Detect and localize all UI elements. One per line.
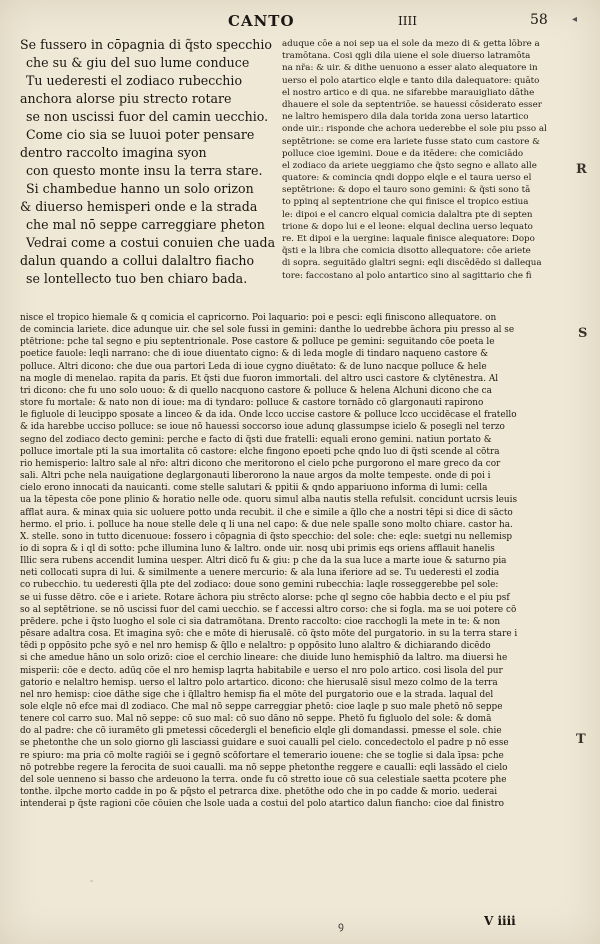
commentary-full-line: tenere col carro suo. Mal nō seppe: cō suo mal: cō suo dāno nō seppe. Phetō fu figluolo del sole: & domā bbox=[20, 714, 492, 725]
commentary-right-line: le: dipoi e el cancro elqual comicia dalaltra pte di septen bbox=[282, 209, 533, 220]
commentary-right-line: ne laltro hemispero dila dala torida zona uerso latartico bbox=[282, 112, 529, 123]
margin-letter-s: S bbox=[578, 326, 588, 341]
verse-line: dentro raccolto imagina syon bbox=[20, 145, 207, 160]
commentary-full-line: afflat aura. & minax quia sic uoluere potto unda recubit. il che e simile a q̃llo che a nostri tēpi si dice di sācto bbox=[20, 507, 513, 518]
verse-line: che mal nō seppe carreggiare pheton bbox=[26, 217, 265, 232]
margin-letter-t: T bbox=[576, 732, 586, 747]
commentary-right-column bbox=[282, 38, 554, 282]
commentary-full-line: sali. Altri pche nela nauigatione deglargonauti liberorono la naue argos da molte tempeste. onde di poi i bbox=[20, 471, 491, 482]
commentary-full-line: de comincia lariete. dice adunque uir. che sel sole fussi in gemini: danthe lo uedrebbe āchora piu presso al se bbox=[20, 325, 515, 336]
commentary-right-line: el nostro artico e di qua. ne sifarebbe marauigliato dāthe bbox=[282, 87, 535, 98]
commentary-full-line: cielo erono innocati da nauicanti. come stelle salutari & ppitii & qndo appariuono informa di lumi: cella bbox=[20, 483, 488, 494]
commentary-full-line: del sole uenneno si basso che ardeuono la terra. onde fu cō stretto ioue cō sua celestiale saetta pcotere phe bbox=[20, 774, 507, 785]
verse-line: dalun quando a collui dalaltro fiacho bbox=[20, 253, 255, 268]
canto-number: IIII bbox=[398, 14, 417, 28]
commentary-right-line: el zodiaco da ariete ueggiamo che q̃sto segno e allato alle bbox=[282, 160, 537, 171]
verse-line: & diuerso hemisperi onde e la strada bbox=[20, 199, 258, 214]
commentary-full-line: hermo. el prio. i. polluce ha noue stelle dele q li una nel capo: & due nele spalle sono molto chiare. castor ha. bbox=[20, 519, 513, 530]
commentary-right-line: di sopra. seguitādo glaltri segni: eqli discēdēdo si dallequa bbox=[282, 258, 542, 269]
commentary-right-line: tramōtana. Cosi qgli dila uiene el sole diuerso latramōta bbox=[282, 51, 531, 62]
running-head bbox=[0, 8, 600, 34]
commentary-full-line: Illic sera rubens accendit lumina uesper. Altri dicō fu & giu: p che da la sua luce a marte ioue & saturno pia bbox=[20, 556, 507, 567]
commentary-full-line: ptētrione: pche tal segno e piu septentrionale. Pose castore & polluce pe gemini: seguitando cōe poeta le bbox=[20, 337, 495, 348]
commentary-full-line: le figluole di leucippo sposate a linceo & da ida. Onde lcco uccise castore & polluce lcco uccidēcase el fratello bbox=[20, 410, 517, 421]
commentary-full-line: re spiuro: ma pria cō molte ragiōi se i gegnō scōfortare el temerario iouene: che se toglie si dala īpsa: pche bbox=[20, 750, 504, 761]
commentary-full-line: so al septētrione. se nō uscissi fuor del cami uecchio. se f accessi altro corso: che si fogla. ma se uoi potere cō bbox=[20, 604, 517, 615]
commentary-full-width bbox=[20, 312, 558, 810]
commentary-right-line: q̃sti e la libra che comicia disotto allequatore: cōe ariete bbox=[282, 246, 531, 257]
verse-line: Vedrai come a costui conuien che uada bbox=[26, 235, 276, 250]
commentary-full-line: store fu mortale: & nato non di ioue: ma di tyndaro: polluce & castore tornādo cō glargonauti rapirono bbox=[20, 398, 484, 409]
commentary-right-line: quatore: & comincia qndi doppo elqle e el taura uerso el bbox=[282, 173, 532, 184]
verse-line: Se fussero in cōpagnia di q̃sto specchio bbox=[20, 37, 272, 52]
commentary-full-line: tonthe. ilpche morto cadde in po & pq̃sto el petrarca dixe. phetōthe odo che in po cadde & morio. uederai bbox=[20, 787, 498, 798]
commentary-full-line: se ui fusse dētro. cōe e i ariete. Rotare āchora piu strēcto alorse: pche ql segno cōe habbia decto e el piu psf bbox=[20, 592, 510, 603]
verse-line: con questo monte insu la terra stare. bbox=[26, 163, 263, 178]
commentary-right-line: aduque cōe a noi sep ua el sole da mezo di & getta lōbre a bbox=[282, 39, 540, 49]
commentary-right-line: uerso el polo atartico elqle e tanto dila dalequatore: quāto bbox=[282, 75, 540, 86]
commentary-full-line: ua la tēpesta cōe pone plinio & horatio nelle ode. quoru simul alba nautis stella refulsit. concidunt ucrsis leuis bbox=[20, 495, 518, 506]
verse-column bbox=[20, 36, 276, 288]
commentary-full-line: gatorio e nelaltro hemisp. uerso el laltro polo artartico. dicono: che hierusalē sisul mezo colmo de la terra bbox=[20, 677, 498, 688]
verse-line: Come cio sia se luuoi poter pensare bbox=[26, 127, 255, 142]
verse-line: anchora alorse piu strecto rotare bbox=[20, 91, 232, 106]
catchword-mark: ꝯ bbox=[338, 921, 344, 932]
verse-line: Si chambedue hanno un solo orizon bbox=[26, 181, 254, 196]
commentary-full-line: prēdere. pche i q̃sto luogho el sole ci sia datramōtana. Drento raccolto: cioe racchogli la mete in te: & non bbox=[20, 616, 501, 627]
commentary-right-line: polluce cioe igemini. Doue e da itēdere: che comiciādo bbox=[282, 148, 524, 159]
commentary-right-line: re. Et dipoi e la uergine: laquale finisce alequatore: Dopo bbox=[282, 234, 535, 244]
commentary-right-line: trione & dopo lui e el leone: elqual declina uerso lequato bbox=[282, 221, 533, 232]
commentary-full-line: polluce imortale pti la sua imortalita cō castore: elche fingono epoeti pche qndo luo di q̃sti scende al cōtra bbox=[20, 446, 500, 457]
commentary-full-line: rio hemisperio: laltro sale al nr̃o: altri dicono che meritorono el cielo pche purgorono el mare greco da cor bbox=[20, 458, 501, 469]
running-head-title: CANTO bbox=[228, 12, 295, 30]
commentary-full-line: se phetonthe che un solo giorno gli lasciassi guidare e suoi caualli pel cielo. concedectolo el padre p nō esse bbox=[20, 738, 509, 749]
commentary-right-line: septētrione: se come era lariete fusse stato cum castore & bbox=[282, 136, 540, 147]
folio-number: 58 bbox=[530, 12, 548, 28]
commentary-full-line: si che amedue hāno un solo orizō: cioe el cerchio lineare: che diuide luno hemisphiō da laltro. ma diuersi he bbox=[20, 653, 508, 664]
commentary-full-line: neti collocati supra di lui. & similmente a uenere mercurio: & ala luna iferiore ad se. Tu uederesti el zodia bbox=[20, 568, 500, 579]
commentary-full-line: & ida harebbe ucciso polluce: se ioue nō hauessi soccorso ioue adunq glassumpse icielo & posegli nel terzo bbox=[20, 422, 505, 433]
verse-line: se non uscissi fuor del camin uecchio. bbox=[26, 109, 269, 124]
commentary-full-line: sole elqle nō efce mai dl zodiaco. Che mal nō seppe carreggiar phetō: cioe laqle p suo male phetō nō seppe bbox=[20, 702, 503, 712]
paper-speck bbox=[152, 150, 155, 153]
commentary-full-line: segno del zodiaco decto gemini: perche e facto di q̃sti due fratelli: equali erono gemini. natiun portato & bbox=[20, 434, 492, 445]
commentary-full-line: do al padre: che cō iuramēto gli pmetessi cōcedergli el beneficio elqle gli domandassi. pmesse el sole. chie bbox=[20, 726, 502, 737]
commentary-full-line: misperii: cōe e decto. adūq cōe el nro hemisp laqrta habitabile e uerso el nro polo artico. cosi lisola del pur bbox=[20, 665, 503, 676]
commentary-full-line: polluce. Altri dicono: che due oua partori Leda di ioue cygno diuētato: & de luno nacque polluce & hele bbox=[20, 361, 487, 372]
commentary-full-line: pēsare adaltra cosa. Et imagina syō: che e mōte di hierusalē. cō q̃sto mōte del purgatorio. in su la terra stare i bbox=[20, 629, 518, 640]
commentary-full-line: tēdi p oppōsito pche syō e nel nro hemisp & q̃llo e nelaltro: p oppōsito luno alaltro & dichiarando dicēdo bbox=[20, 641, 491, 652]
verse-line: che su & giu del suo lume conduce bbox=[26, 55, 250, 70]
commentary-full-line: na mogle di menelao. rapita da paris. Et q̃sti due fuoron immortali. del altro usci castore & clytēnestra. Al bbox=[20, 373, 499, 384]
commentary-full-line: intenderai p q̃ste ragioni cōe cōuien che lsole uada a costui del polo atartico dalun fiancho: cioe dal finistro bbox=[20, 799, 504, 810]
commentary-full-line: poetice fauole: leqli narrano: che di ioue diuentato cigno: & di leda mogle di tindaro naqueno castore & bbox=[20, 349, 489, 360]
commentary-full-line: nō potrebbe regere la ferocita de suoi caualli. ma nō seppe phetonthe reggere e caualli: eqli lassādo el cielo bbox=[20, 762, 508, 773]
verse-line: Tu uederesti el zodiaco rubecchio bbox=[26, 73, 243, 88]
commentary-right-line: septētrione: & dopo el tauro sono gemini: & q̃sti sono tā bbox=[282, 185, 531, 196]
commentary-right-line: to ppinq al septentrione che qui finisce el tropico estiua bbox=[282, 197, 529, 208]
verse-line: se lontellecto tuo ben chiaro bada. bbox=[26, 271, 248, 286]
commentary-right-line: onde uir.: risponde che achora uederebbe el sole piu psso al bbox=[282, 124, 547, 135]
margin-letter-r: R bbox=[576, 162, 587, 177]
commentary-full-line: io di sopra & i ql di sotto: pche illumina luno & laltro. onde uir. nosq ubi primis eqs oriens afflauit hanelis bbox=[20, 543, 495, 554]
corner-mark-icon: ◂ bbox=[572, 14, 578, 25]
commentary-full-line: tri dicono: che fu uno solo uouo: & di quello nacquono castore & polluce & helena Alchuni dicono che ca bbox=[20, 385, 492, 396]
commentary-right-line: dhauere el sole da septentriōe. se hauessi cōsiderato esser bbox=[282, 99, 542, 110]
paper-speck bbox=[90, 880, 93, 882]
commentary-full-line: co rubecchio. tu uederesti q̃lla pte del zodiaco: doue sono gemini rubecchia: laqle rosseggerebbe pel sole: bbox=[20, 580, 499, 591]
signature-mark: V iiii bbox=[484, 914, 516, 928]
commentary-full-line: X. stelle. sono in tutto dicenuoue: fossero i cōpagnia di q̃sto specchio: del sole: che: eqle: suetgi nu nellemisp bbox=[20, 531, 513, 542]
commentary-right-line: tore: faccostano al polo antartico sino al sagittario che fi bbox=[282, 270, 532, 281]
paper-speck bbox=[410, 600, 412, 602]
commentary-full-line: nel nro hemisp: cioe dāthe sige che i q̃llaltro hemisp fia el mōte del purgatorio oue e la strada. laqual del bbox=[20, 689, 494, 700]
commentary-right-line: na nr̃a: & uir. & dithe uenuono a esser alato alequatore in bbox=[282, 63, 538, 74]
commentary-full-line: nisce el tropico hiemale & q comicia el capricorno. Poi laquario: poi e pesci: eqli finiscono allequatore. on bbox=[20, 313, 497, 323]
